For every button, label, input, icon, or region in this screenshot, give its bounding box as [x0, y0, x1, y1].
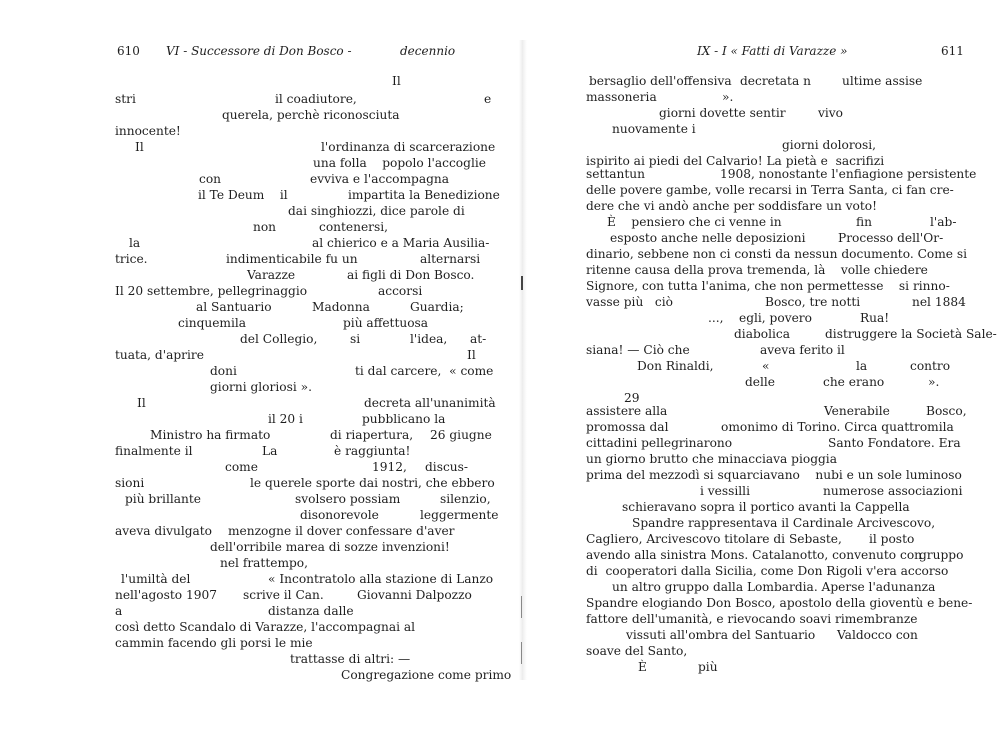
text-line: la — [856, 359, 868, 373]
text-line: non — [253, 220, 277, 234]
text-line: distruggere la Società Sale- — [825, 327, 997, 341]
text-line: innocente! — [115, 124, 181, 138]
text-line: con — [199, 172, 222, 186]
text-line: alternarsi — [420, 252, 481, 266]
text-line: schieravano sopra il portico avanti la Cappella — [622, 500, 910, 514]
text-line: dell'orribile marea di sozze invenzioni! — [210, 540, 450, 554]
text-line: ..., egli, povero — [708, 311, 812, 325]
text-line: fin — [856, 215, 872, 229]
text-line: Valdocco con — [837, 628, 918, 642]
text-line: delle povere gambe, volle recarsi in Terra Santa, ci fan cre- — [586, 183, 954, 197]
text-line: Il — [392, 74, 401, 88]
text-line: così detto Scandalo di Varazze, l'accompagnai al — [115, 620, 416, 634]
text-line: l'ab- — [930, 215, 957, 229]
text-line: Ministro ha firmato — [150, 428, 271, 442]
text-line: ispirito ai piedi del Calvario! La pietà e sacrifizi — [586, 154, 885, 168]
left-running-head-right-text: decennio — [400, 44, 456, 58]
text-line: accorsi — [378, 284, 423, 298]
text-line: Congregazione come primo — [341, 668, 512, 682]
text-line: leggermente — [420, 508, 499, 522]
text-line: È pensiero che ci venne in — [607, 215, 782, 229]
text-line: Varazze — [247, 268, 296, 282]
text-line: massoneria — [586, 90, 657, 104]
text-line: dinario, sebbene non ci consti da nessun documento. Come si — [586, 247, 968, 261]
text-line: al chierico e a Maria Ausilia- — [312, 236, 490, 250]
text-line: assistere alla — [586, 404, 668, 418]
text-line: trattasse di altri: — — [290, 652, 411, 666]
text-line: 29 — [624, 391, 640, 405]
text-line: un altro gruppo dalla Lombardia. Aperse l'adunanza — [612, 580, 936, 594]
text-line: Santo Fondatore. Era — [828, 436, 961, 450]
text-line: aveva ferito il — [760, 343, 845, 357]
text-line: ». — [928, 375, 940, 389]
text-line: La — [262, 444, 278, 458]
text-line: Processo dell'Or- — [838, 231, 944, 245]
text-line: il Te Deum il — [198, 188, 288, 202]
text-line: « — [762, 359, 770, 373]
text-line: settantun — [586, 167, 645, 181]
text-line: sioni — [115, 476, 145, 490]
text-line: l'idea, — [410, 332, 448, 346]
text-line: bersaglio dell'offensiva — [589, 74, 732, 88]
text-line: ai figli di Don Bosco. — [347, 268, 475, 282]
text-line: decreta all'unanimità — [364, 396, 496, 410]
text-line: e — [484, 92, 492, 106]
text-line: Il — [467, 348, 476, 362]
text-line: di riapertura, — [330, 428, 414, 442]
text-line: Il — [135, 140, 144, 154]
text-line: un giorno brutto che minacciava pioggia — [586, 452, 837, 466]
text-line: a — [115, 604, 123, 618]
text-line: 26 giugne — [430, 428, 492, 442]
text-line: Bosco, — [926, 404, 967, 418]
text-line: cinquemila — [178, 316, 247, 330]
text-line: che erano — [823, 375, 885, 389]
text-line: più — [698, 660, 718, 674]
text-line: di cooperatori dalla Sicilia, come Don Rigoli v'era accorso — [586, 564, 949, 578]
text-line: nell'agosto 1907 — [115, 588, 217, 602]
text-line: si — [350, 332, 361, 346]
text-line: contro — [910, 359, 951, 373]
text-line: i vessilli — [700, 484, 750, 498]
text-line: fattore dell'umanità, e rievocando soavi rimembranze — [586, 612, 918, 626]
text-line: contenersi, — [319, 220, 389, 234]
text-line: ultime assise — [842, 74, 923, 88]
text-line: Don Rinaldi, — [637, 359, 714, 373]
text-line: Venerabile — [824, 404, 890, 418]
text-line: esposto anche nelle deposizioni — [610, 231, 806, 245]
text-line: Cagliero, Arcivescovo titolare di Sebaste, — [586, 532, 842, 546]
text-line: giorni dovette sentir — [659, 106, 786, 120]
text-line: svolsero possiam — [295, 492, 401, 506]
text-line: decretata n — [740, 74, 811, 88]
text-line: è raggiunta! — [334, 444, 411, 458]
text-line: Madonna — [312, 300, 370, 314]
text-line: ti dal carcere, « come — [355, 364, 494, 378]
text-line: impartita la Benedizione — [348, 188, 500, 202]
text-line: vissuti all'ombra del Santuario — [626, 628, 816, 642]
text-line: dai singhiozzi, dice parole di — [288, 204, 465, 218]
left-running-head-text: VI - Successore di Don Bosco - — [166, 44, 352, 58]
text-line: Il 20 settembre, pellegrinaggio — [115, 284, 308, 298]
text-line: delle — [745, 375, 776, 389]
text-line: scrive il Can. — [243, 588, 324, 602]
text-line: le querele sporte dai nostri, che ebbero — [250, 476, 495, 490]
text-line: menzogne il dover confessare d'aver — [228, 524, 455, 538]
text-line: disonorevole — [300, 508, 379, 522]
text-line: l'umiltà del — [121, 572, 191, 586]
text-line: più brillante — [125, 492, 201, 506]
text-line: ritenne causa della prova tremenda, là volle chiedere — [586, 263, 928, 277]
left-page-number: 610 — [117, 44, 140, 58]
text-line: il posto — [869, 532, 915, 546]
right-running-head-text: IX - I « Fatti di Varazze » — [697, 44, 848, 58]
text-line: una folla popolo l'accoglie — [313, 156, 486, 170]
text-line: 1908, nonostante l'enfiagione persistente — [720, 167, 977, 181]
text-line: Signore, con tutta l'anima, che non permettesse si rinno- — [586, 279, 950, 293]
text-line: pubblicano la — [362, 412, 446, 426]
text-line: discus- — [425, 460, 469, 474]
text-line: cittadini pellegrinarono — [586, 436, 733, 450]
text-line: prima del mezzodì si squarciavano nubi e un sole luminoso — [586, 468, 962, 482]
text-line: l'ordinanza di scarcerazione — [321, 140, 496, 154]
text-line: dere che vi andò anche per soddisfare un voto! — [586, 199, 878, 213]
text-line: omonimo di Torino. Circa quattromila — [721, 420, 954, 434]
text-line: « Incontratolo alla stazione di Lanzo — [268, 572, 494, 586]
text-line: evviva e l'accompagna — [310, 172, 450, 186]
text-line: 1912, — [372, 460, 407, 474]
text-line: indimenticabile fu un — [226, 252, 358, 266]
text-line: il 20 i — [268, 412, 303, 426]
text-line: Spandre rappresentava il Cardinale Arcivescovo, — [632, 516, 936, 530]
text-line: soave del Santo, — [586, 644, 688, 658]
text-line: ». — [722, 90, 734, 104]
text-line: trice. — [115, 252, 148, 266]
right-running-head — [697, 44, 848, 58]
text-line: stri — [115, 92, 136, 106]
text-line: querela, perchè riconosciuta — [222, 108, 400, 122]
text-line: la — [129, 236, 141, 250]
text-line: Rua! — [860, 311, 890, 325]
text-line: nel frattempo, — [220, 556, 309, 570]
text-line: cammin facendo gli porsi le mie — [115, 636, 313, 650]
text-line: doni — [210, 364, 237, 378]
text-line: vivo — [818, 106, 844, 120]
text-line: nel 1884 — [912, 295, 966, 309]
text-line: È — [638, 660, 647, 674]
text-line: at- — [470, 332, 487, 346]
text-line: silenzio, — [440, 492, 491, 506]
text-line: Il — [137, 396, 146, 410]
text-line: numerose associazioni — [823, 484, 963, 498]
text-line: giorni gloriosi ». — [210, 380, 312, 394]
text-line: avendo alla sinistra Mons. Catalanotto, convenuto con — [586, 548, 923, 562]
text-line: del Collegio, — [240, 332, 318, 346]
text-line: Giovanni Dalpozzo — [357, 588, 472, 602]
text-line: tuata, d'aprire — [115, 348, 204, 362]
text-line: distanza dalle — [268, 604, 354, 618]
text-line: vasse più ciò — [586, 295, 673, 309]
text-line: nuovamente i — [612, 122, 696, 136]
text-line: finalmente il — [115, 444, 193, 458]
right-page-number: 611 — [941, 44, 964, 58]
text-line: come — [225, 460, 258, 474]
text-line: promossa dal — [586, 420, 669, 434]
text-line: aveva divulgato — [115, 524, 213, 538]
text-line: al Santuario — [196, 300, 272, 314]
text-line: siana! — Ciò che — [586, 343, 690, 357]
text-line: Spandre elogiando Don Bosco, apostolo della gioventù e bene- — [586, 596, 973, 610]
text-line: più affettuosa — [343, 316, 429, 330]
text-line: gruppo — [919, 548, 964, 562]
text-line: giorni dolorosi, — [782, 138, 877, 152]
text-line: diabolica — [734, 327, 790, 341]
text-line: Guardia; — [410, 300, 464, 314]
text-line: Bosco, tre notti — [765, 295, 861, 309]
text-line: il coadiutore, — [275, 92, 357, 106]
